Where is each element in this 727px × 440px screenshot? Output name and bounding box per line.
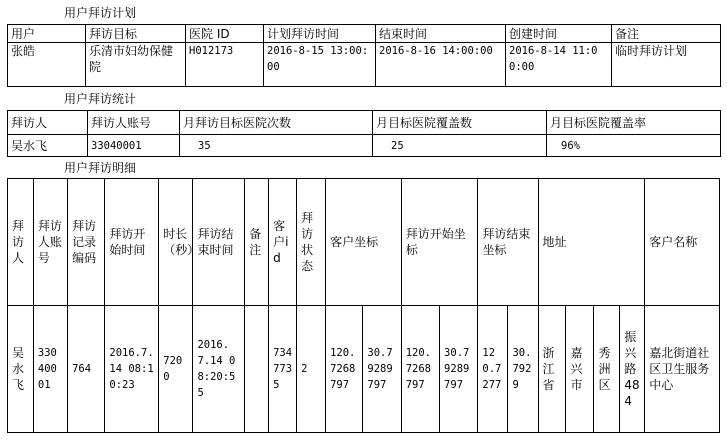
detail-cell-start-lng: 120.7268797 — [401, 306, 439, 433]
detail-table — [7, 178, 720, 433]
stats-header-visits: 月拜访目标医院次数 — [180, 111, 373, 135]
plan-cell-note: 临时拜访计划 — [612, 43, 721, 87]
detail-cell-duration: 7200 — [159, 306, 193, 433]
stats-data-row — [8, 135, 721, 157]
plan-cell-create-time: 2016-8-14 11:00:00 — [506, 43, 612, 87]
detail-cell-customer-id: 7347735 — [269, 306, 297, 433]
detail-header-end-coord: 拜访结束坐标 — [478, 179, 538, 306]
plan-header-hospital-id: 医院 ID — [186, 25, 264, 43]
plan-header-user: 用户 — [8, 25, 86, 43]
stats-table — [7, 110, 721, 157]
detail-cell-cust-lat: 30.79289797 — [363, 306, 401, 433]
detail-section-title: 用户拜访明细 — [64, 161, 137, 175]
stats-header-rate: 月目标医院覆盖率 — [547, 111, 721, 135]
detail-cell-start: 2016.7.14 08:10:23 — [105, 306, 159, 433]
detail-header-customer-name: 客户名称 — [645, 179, 720, 306]
detail-header-note: 备注 — [245, 179, 269, 306]
plan-cell-hospital-id: H012173 — [186, 43, 264, 87]
detail-cell-note — [245, 306, 269, 433]
detail-header-account: 拜访人账号 — [33, 179, 67, 306]
stats-header-account: 拜访人账号 — [88, 111, 180, 135]
stats-header-covered: 月目标医院覆盖数 — [373, 111, 547, 135]
detail-header-cust-coord: 客户坐标 — [326, 179, 402, 306]
stats-section-title: 用户拜访统计 — [64, 92, 137, 106]
stats-cell-visits: 35 — [180, 135, 373, 157]
detail-header-status: 拜访状态 — [297, 179, 326, 306]
plan-header-target: 拜访目标 — [86, 25, 186, 43]
plan-cell-user: 张皓 — [8, 43, 86, 87]
stats-cell-rate: 96% — [547, 135, 721, 157]
plan-section-title: 用户拜访计划 — [64, 6, 137, 20]
detail-cell-end-lat: 30.7929 — [508, 306, 538, 433]
detail-header-end: 拜访结束时间 — [193, 179, 245, 306]
plan-header-end-time: 结束时间 — [376, 25, 506, 43]
detail-cell-end: 2016.7.14 08:20:55 — [193, 306, 245, 433]
stats-cell-visitor: 吴水飞 — [8, 135, 88, 157]
stats-cell-account: 33040001 — [88, 135, 180, 157]
plan-data-row — [8, 43, 721, 87]
detail-header-customer-id: 客户id — [269, 179, 297, 306]
detail-header-duration: 时长（秒） — [159, 179, 193, 306]
plan-cell-end-time: 2016-8-16 14:00:00 — [376, 43, 506, 87]
detail-data-row — [8, 306, 720, 433]
plan-header-note: 备注 — [612, 25, 721, 43]
plan-header-row — [8, 25, 721, 43]
detail-header-start-coord: 拜访开始坐标 — [401, 179, 478, 306]
plan-header-create-time: 创建时间 — [506, 25, 612, 43]
stats-header-visitor: 拜访人 — [8, 111, 88, 135]
detail-cell-record: 764 — [68, 306, 105, 433]
plan-header-plan-time: 计划拜访时间 — [264, 25, 376, 43]
detail-header-visitor: 拜访人 — [8, 179, 34, 306]
stats-cell-covered: 25 — [373, 135, 547, 157]
detail-cell-start-lat: 30.79289797 — [440, 306, 478, 433]
plan-cell-plan-time: 2016-8-15 13:00:00 — [264, 43, 376, 87]
detail-cell-visitor: 吴水飞 — [8, 306, 34, 433]
detail-cell-status: 2 — [297, 306, 326, 433]
detail-cell-province: 浙江省 — [538, 306, 566, 433]
detail-header-row — [8, 179, 720, 306]
detail-header-start: 拜访开始时间 — [105, 179, 159, 306]
detail-cell-road: 振兴路484 — [620, 306, 645, 433]
detail-header-record: 拜访记录编码 — [68, 179, 105, 306]
detail-cell-customer-name: 嘉北街道社区卫生服务中心 — [645, 306, 720, 433]
detail-cell-cust-lng: 120.7268797 — [326, 306, 363, 433]
plan-cell-target: 乐清市妇幼保健院 — [86, 43, 186, 87]
detail-cell-city: 嘉兴市 — [566, 306, 594, 433]
stats-header-row — [8, 111, 721, 135]
detail-cell-end-lng: 120.7277 — [478, 306, 508, 433]
plan-table — [7, 24, 721, 87]
detail-header-address: 地址 — [538, 179, 645, 306]
detail-cell-district: 秀洲区 — [594, 306, 620, 433]
detail-cell-account: 33040001 — [33, 306, 67, 433]
